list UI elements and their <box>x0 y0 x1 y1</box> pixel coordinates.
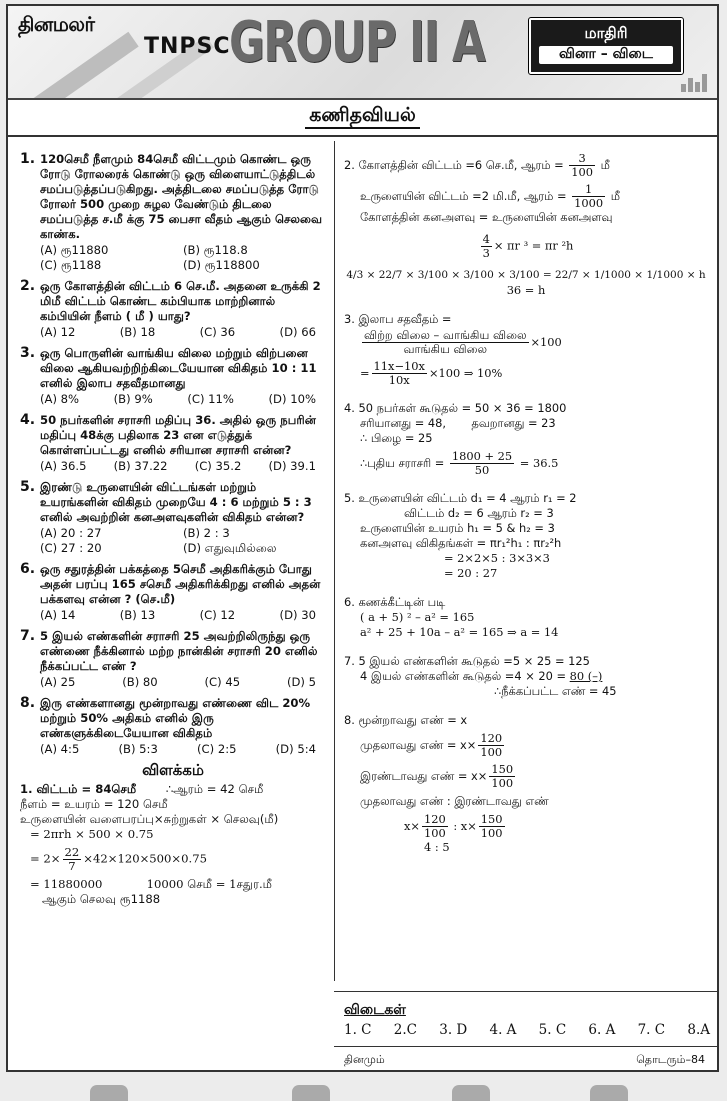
question-1 <box>20 152 326 273</box>
option: (D) 66 <box>279 325 316 339</box>
explanation-title: விளக்கம் <box>142 761 204 779</box>
badge-line2: வினா – விடை <box>539 46 673 64</box>
group-title: GROUP II A <box>229 10 485 75</box>
option: (A) 12 <box>40 325 76 339</box>
solution-8: 8. மூன்றாவது எண் = x முதலாவது எண் = x× $\frac{120}{100}$ இரண்டாவது எண் = x× $\frac{150}{100}$ முதலாவது எண் : இரண்டாவது எண் x× $\frac{120}{100}$ : x× $\frac{150}{100}$ 4 : 5 <box>344 713 549 854</box>
option: (D) 10% <box>268 392 316 406</box>
banner <box>8 6 717 100</box>
question-5 <box>20 480 326 556</box>
question-number: 2. <box>20 278 36 294</box>
question-text: 120செமீ நீளமும் 84செமீ விட்டமும் கொண்ட ஒரு ரோடு ரோலரைக் கொண்டு ஒரு விளையாட்டுத்திடல் சமப்படுத்தப்படுகிறது. அத்திடலை சமப்படுத்த ரோடு ரோலர் 500 முறை சுழல வேண்டும் திடலை சமப்படுத்த ச.மீ க்கு 75 பைசா வீதம் ஆகும் செலவை காண்க. <box>40 152 323 241</box>
question-text: இரு எண்களானது மூன்றாவது எண்ணை விட 20% மற்றும் 50% அதிகம் எனில் இரு எண்களுக்கிடையேயான விகிதம் <box>40 696 311 740</box>
model-qa-badge <box>529 18 683 74</box>
option: (B) 18 <box>119 325 156 339</box>
question-text: இரண்டு உருளையின் விட்டங்கள் மற்றும் உயரங்களின் விகிதம் முறையே 4 : 6 மற்றும் 5 : 3 எனில் அவற்றின் கனஅளவுகளின் விகிதம் என்ன? <box>40 480 312 524</box>
banner-stripe <box>8 32 139 100</box>
newspaper-logo: தினமலர் <box>18 12 95 36</box>
option: (B) 5:3 <box>118 742 158 756</box>
option: (C) 45 <box>204 675 241 689</box>
solutions-column <box>344 152 708 869</box>
question-number: 3. <box>20 345 36 361</box>
question-number: 6. <box>20 561 36 577</box>
question-number: 8. <box>20 695 36 711</box>
page-tab <box>590 1085 628 1101</box>
column-divider <box>334 141 335 981</box>
footer-separator <box>334 1046 719 1047</box>
solution-2: 2. கோளத்தின் விட்டம் =6 செ.மீ, ஆரம் = $\frac{3}{100}$ மீ உருளையின் விட்டம் =2 மி.மீ, ஆரம் = $\frac{1}{1000}$ மீ கோளத்தின் கனஅளவு = உருளையின் கனஅளவு $\frac{4}{3}$ × πr ³ = πr ²h 4/3 × 22/7 × 3/100 × 3/100 × 3/100 = 22/7 × 1/1000 × 1/1000 × h 36 = h <box>344 152 708 298</box>
option: (A) 14 <box>40 608 76 622</box>
option: (B) 2 : 3 <box>183 526 230 540</box>
answer-item: 7. C <box>637 1022 666 1038</box>
footer-daily: தினமும் <box>344 1053 385 1066</box>
question-2 <box>20 279 326 340</box>
option: (D) 30 <box>279 608 316 622</box>
solution-6: 6. கணக்கீட்டின் படி ( a + 5) ² – a² = 165 a² + 25 + 10a – a² = 165 ⇒ a = 14 <box>344 595 559 639</box>
option: (B) ரூ118.8 <box>183 243 248 257</box>
answers-separator <box>334 991 719 992</box>
option: (A) 8% <box>40 392 80 406</box>
option: (A) ரூ11880 <box>40 243 109 257</box>
question-text: ஒரு பொருளின் வாங்கிய விலை மற்றும் விற்பனை விலை ஆகியவற்றிற்கிடையேயான விகிதம் 10 : 11 எனில் இலாப சதவீதமானது <box>40 346 317 390</box>
option: (A) 4:5 <box>40 742 80 756</box>
questions-column <box>20 152 326 907</box>
question-6 <box>20 562 326 623</box>
question-number: 5. <box>20 479 36 495</box>
section-title: கணிதவியல் <box>8 104 717 129</box>
option: (D) 5 <box>286 675 316 689</box>
page-tab <box>90 1085 128 1101</box>
option: (A) 36.5 <box>40 459 87 473</box>
option: (D) எதுவுமில்லை <box>183 541 277 555</box>
option: (D) ரூ118800 <box>183 258 260 272</box>
footer-continued: தொடரும்–84 <box>636 1053 705 1066</box>
question-text: ஒரு கோளத்தின் விட்டம் 6 செ.மீ. அதனை உருக்கி 2 மிமீ விட்டம் கொண்ட கம்பியாக மாற்றினால் கம்பியின் நீளம் ( மீ ) யாது? <box>40 279 321 323</box>
question-number: 4. <box>20 412 36 428</box>
solution-4: 4. 50 நபர்கள் கூடுதல் = 50 × 36 = 1800 சரியானது = 48, தவறானது = 23 ∴ பிழை = 25 ∴புதிய சராசரி = $\frac{1800 + 25}{50}$ = 36.5 <box>344 401 567 477</box>
answer-item: 4. A <box>489 1022 517 1038</box>
solution-5: 5. உருளையின் விட்டம் d₁ = 4 ஆரம் r₁ = 2 விட்டம் d₂ = 6 ஆரம் r₂ = 3 உருளையின் உயரம் h₁ = 5 & h₂ = 3 கனஅளவு விகிதங்கள் = πr₁²h₁ : πr₂²h = 2×2×5 : 3×3×3 = 20 : 27 <box>344 491 577 580</box>
option: (C) 2:5 <box>197 742 237 756</box>
question-7 <box>20 629 326 690</box>
option: (C) 27 : 20 <box>40 541 102 555</box>
solution-line: 36 = h <box>506 283 546 297</box>
page-tab <box>292 1085 330 1101</box>
option: (D) 39.1 <box>268 459 316 473</box>
option: (B) 9% <box>113 392 153 406</box>
option: (C) ரூ1188 <box>40 258 102 272</box>
option: (C) 11% <box>187 392 234 406</box>
solution-3: 3. இலாப சதவீதம் = $\frac{\text{விற்ற விலை – வாங்கிய விலை}}{\text{வாங்கிய விலை}}$ ×100 = $\frac{11x-10x}{10x}$ ×100 ⇒ 10% <box>344 312 562 387</box>
decorative-bars <box>679 73 707 92</box>
option: (B) 37.22 <box>113 459 168 473</box>
badge-line1: மாதிரி <box>584 24 628 42</box>
newspaper-page <box>6 4 719 1072</box>
option: (C) 12 <box>199 608 236 622</box>
option: (B) 13 <box>119 608 156 622</box>
answer-item: 3. D <box>439 1022 468 1038</box>
solution-line: 4/3 × 22/7 × 3/100 × 3/100 × 3/100 = 22/7 × 1/1000 × 1/1000 × h <box>346 269 706 281</box>
answers-title: விடைகள் <box>344 1002 406 1018</box>
question-text: ஒரு சதுரத்தின் பக்கத்தை 5செமீ அதிகரிக்கும் போது அதன் பரப்பு 165 சசெமீ அதிகரிக்கிறது எனில் அதன் பக்களவு என்ன ? (செ.மீ) <box>40 562 321 606</box>
page-tab <box>452 1085 490 1101</box>
option: (B) 80 <box>122 675 158 689</box>
question-text: 50 நபர்களின் சராசரி மதிப்பு 36. அதில் ஒரு நபரின் மதிப்பு 48க்கு பதிலாக 23 என எடுத்துக் கொள்ளப்பட்டது எனில் சரியான சராசரி என்ன? <box>40 413 316 457</box>
answer-item: 6. A <box>588 1022 616 1038</box>
answer-item: 8.A <box>687 1022 710 1038</box>
option: (D) 5:4 <box>275 742 316 756</box>
exam-name: TNPSC <box>144 34 231 59</box>
answer-item: 1. C <box>344 1022 372 1038</box>
option: (A) 25 <box>40 675 76 689</box>
option: (A) 20 : 27 <box>40 526 102 540</box>
answers-row <box>344 1022 710 1038</box>
question-text: 5 இயல் எண்களின் சராசரி 25 அவற்றிலிருந்து ஒரு எண்ணை நீக்கினால் மற்ற நான்கின் சராசரி 20 எனில் நீக்கப்பட்ட எண் ? <box>40 629 318 673</box>
question-number: 1. <box>20 151 36 167</box>
option: (C) 36 <box>199 325 236 339</box>
question-4 <box>20 413 326 474</box>
option: (C) 35.2 <box>194 459 242 473</box>
question-3 <box>20 346 326 407</box>
solution-7: 7. 5 இயல் எண்களின் கூடுதல் =5 × 25 = 125 4 இயல் எண்களின் கூடுதல் =4 × 20 = 80 (–) ∴நீக்கப்பட்ட எண் = 45 <box>344 654 617 698</box>
section-divider <box>8 135 717 137</box>
question-number: 7. <box>20 628 36 644</box>
answer-item: 2.C <box>393 1022 417 1038</box>
answer-item: 5. C <box>538 1022 567 1038</box>
solution-1: 1. விட்டம் = 84செமீ ∴ஆரம் = 42 செமீ நீளம் = உயரம் = 120 செமீ உருளையின் வளைபரப்பு×சுற்றுகள் × செலவு(மீ) = 2πrh × 500 × 0.75 = 2× $\frac{22}{7}$ ×42×120×500×0.75 = 11880000 10000 செமீ = 1சதுர.மீ ஆகும் செலவு ரூ1188 <box>20 782 279 906</box>
question-8 <box>20 696 326 757</box>
solution-line: கோளத்தின் கனஅளவு = உருளையின் கனஅளவு <box>360 210 613 224</box>
